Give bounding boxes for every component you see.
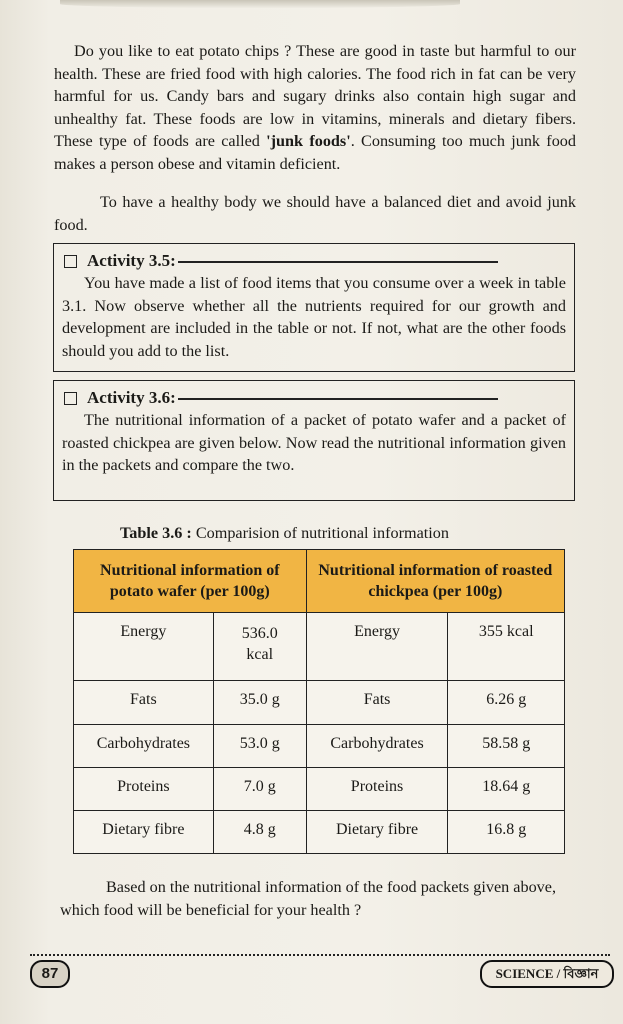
activity-3-5-body: You have made a list of food items that you consume over a week in table 3.1. Now observe whether all the nutrients required for our growth and development are included in the table or not. If not, what are the other foods should you add to the list. — [62, 274, 566, 360]
table-row — [74, 681, 565, 725]
chickpea-value: 58.58 g — [448, 725, 565, 768]
intro-text: Do you like to eat potato chips ? These are good in taste but harmful to our health. These are fried food with high calories. The food rich in fat can be very harmful for us. Candy bars and sugary drinks also contain high sugar and unhealthy fat. These foods are low in vitamins, minerals and dietary fibers. These type of foods are called — [54, 42, 576, 150]
wafer-value: 4.8 g — [213, 811, 306, 854]
nutrient-name: Dietary fibre — [74, 811, 214, 854]
roasted-chickpea-header: Nutritional information of roasted chickpea (per 100g) — [306, 550, 564, 613]
table-caption — [120, 524, 520, 543]
nutrient-name: Proteins — [306, 768, 448, 811]
nutrient-name: Energy — [74, 613, 214, 681]
title-rule — [178, 398, 498, 400]
nutrient-name: Proteins — [74, 768, 214, 811]
page-top-shadow — [60, 0, 460, 8]
question-paragraph: Based on the nutritional information of the food packets given above, which food will be beneficial for your health ? — [60, 878, 556, 919]
chickpea-value: 18.64 g — [448, 768, 565, 811]
checkbox-icon — [64, 392, 77, 405]
nutrient-name: Carbohydrates — [306, 725, 448, 768]
chickpea-value: 6.26 g — [448, 681, 565, 725]
wafer-value: 7.0 g — [213, 768, 306, 811]
chickpea-value: 16.8 g — [448, 811, 565, 854]
wafer-value: 35.0 g — [213, 681, 306, 725]
table-caption-text: Comparision of nutritional information — [191, 524, 449, 542]
nutrient-name: Carbohydrates — [74, 725, 214, 768]
subject-label: SCIENCE / বিজ্ঞান — [480, 960, 614, 988]
nutrient-name: Dietary fibre — [306, 811, 448, 854]
chickpea-value: 355 kcal — [448, 613, 565, 681]
activity-3-6-body: The nutritional information of a packet of potato wafer and a packet of roasted chickpea are given below. Now read the nutritional information given in the packets and compare the two. — [62, 411, 566, 474]
potato-wafer-header: Nutritional information of potato wafer (per 100g) — [74, 550, 307, 613]
nutrient-name: Fats — [74, 681, 214, 725]
nutrient-name: Energy — [306, 613, 448, 681]
table-row — [74, 811, 565, 854]
activity-3-6-title: Activity 3.6: — [87, 388, 176, 407]
table-row — [74, 768, 565, 811]
table-row — [74, 613, 565, 681]
junk-foods-term: 'junk foods' — [266, 132, 351, 150]
checkbox-icon — [64, 255, 77, 268]
page-number: 87 — [30, 960, 70, 988]
nutrient-name: Fats — [306, 681, 448, 725]
wafer-value: 53.0 g — [213, 725, 306, 768]
table-caption-label: Table 3.6 : — [120, 524, 192, 542]
activity-3-5-box — [53, 243, 575, 372]
activity-3-5-header — [62, 250, 566, 272]
intro-text-end: . Consuming too much junk food makes a person obese and vitamin deficient. — [54, 132, 576, 173]
title-rule — [178, 261, 498, 263]
activity-3-6-box — [53, 380, 575, 501]
activity-3-6-header — [62, 387, 566, 409]
table-row — [74, 725, 565, 768]
activity-3-5-title: Activity 3.5: — [87, 251, 176, 270]
wafer-value: 536.0 kcal — [213, 613, 306, 681]
intro-paragraph — [54, 40, 576, 175]
nutrition-table — [73, 549, 565, 854]
balanced-diet-paragraph: To have a healthy body we should have a balanced diet and avoid junk food. — [54, 193, 576, 234]
